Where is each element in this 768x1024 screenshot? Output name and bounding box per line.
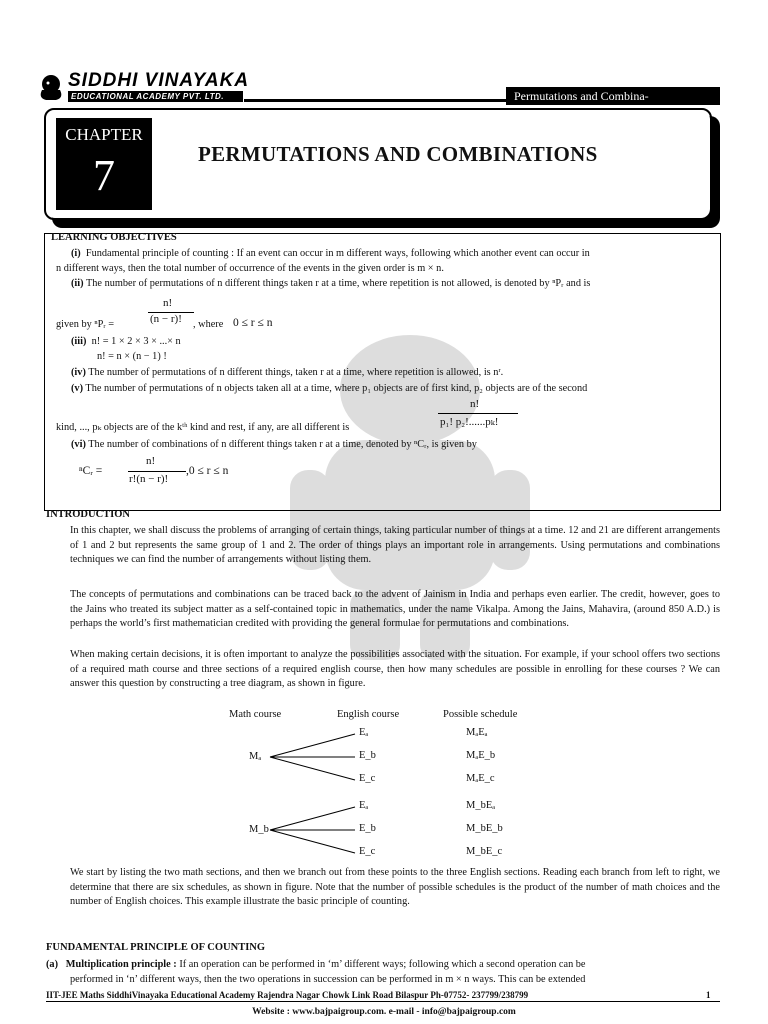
intro-paragraph-2: The concepts of permutations and combinations can be traced back to the advent of Jainism in India and perhaps even earlier. The credit, however, goes to the Jains who treated its subject matter as a self-contained topic in mathematics, under the name Vikalpa. Among the Jains, Mahavira, (around 850 A.D.) is perhaps the world’s first mathematician credited with providing the general formulae for permutations and combinations. [70,589,720,630]
running-header: Permutations and Combina- [506,87,720,105]
schedule-1: MₐEₐ [466,727,488,738]
brand-subtitle: EDUCATIONAL ACADEMY PVT. LTD. [68,91,243,102]
objective-vi-text: The number of combinations of n different things taken r at a time, denoted by ⁿCᵣ, is given by [88,439,477,450]
english-node-4: Eₐ [359,800,369,811]
objective-iii-text1: n! = 1 × 2 × 3 × ...× n [91,336,181,347]
intro-paragraph-4: We start by listing the two math sections, and then we branch out from these points to the three English sections. Reading each branch from left to right, we determine that there are six schedules, as shown in figure. Note that the number of possible schedules is the product of the number of math choices and the number of English choices. This example illustrate the basic principle of counting. [70,867,720,908]
english-node-2: E_b [359,750,376,761]
chapter-label: CHAPTER [65,125,143,144]
math-node-b: M_b [249,824,269,835]
ganesha-logo-icon [36,72,66,102]
fundamental-a-line1 [46,958,586,973]
footer-address: IIT-JEE Maths SiddhiVinayaka Educational Academy Rajendra Nagar Chowk Link Road Bilaspur Ph-07752- 237799/238799 [46,990,529,1000]
npr-numerator: n! [163,297,173,309]
objective-iv-line [71,366,503,381]
npr-range: 0 ≤ r ≤ n [233,317,273,329]
ncr-fraction-bar [128,471,186,472]
objective-ii-text: The number of permutations of n different things taken r at a time, where repetition is not allowed, is denoted by [85,278,550,289]
objective-iii-line1 [71,335,181,350]
intro-paragraph-1: In this chapter, we shall discuss the problems of arranging of certain things, taking particular number of things at a time. 12 and 21 are different arrangements of 1 and 2 but represents the same group of 1 and 2. The order of things plays an important role in arrangements. Using permutations and combinations techniques we can find the number of arrangements without listing them. [70,525,720,566]
ncr-numerator: n! [146,455,156,467]
objective-ii-label: (ii) [71,278,84,289]
intro-paragraph-3: When making certain decisions, it is often important to analyze the possibilities associated with the situation. For example, if your school offers two sections of a required math course and three sections of a required english course, then how many schedules are possible in enrolling for these courses ? We can answer this question by constructing a tree diagram, as shown in figure. [70,649,720,690]
tree-header-math: Math course [229,709,282,720]
schedule-5: M_bE_b [466,823,503,834]
chapter-title: PERMUTATIONS AND COMBINATIONS [198,142,598,166]
objective-iii-label: (iii) [71,336,87,347]
ncr-denominator: r!(n − r)! [129,473,169,485]
english-node-5: E_b [359,823,376,834]
objective-iii-line2: n! = n × (n − 1) ! [97,351,167,362]
perm-denominator: p₁! p₂!......pₖ! [440,416,499,428]
objective-i-line2: n different ways, then the total number of occurrence of the events in the given order is m × n. [56,263,444,274]
footer-contact: Website : www.bajpaigroup.com. e-mail - info@bajpaigroup.com [252,1007,516,1017]
tree-header-schedule: Possible schedule [443,709,518,720]
objective-i-label: (i) [71,248,81,259]
fundamental-a-line2: performed in ‘n’ different ways, then the two operations in succession can be performed in m × n ways. This can be extended [70,974,586,985]
branch-mb-ea [270,807,355,830]
brand-name: SIDDHI VINAYAKA [68,70,250,91]
objective-i-line1 [71,247,590,262]
objective-v-line2: kind, ..., pₖ objects are of the kᵗʰ kind and rest, if any, are all different is [56,422,350,433]
perm-fraction-bar [438,413,518,414]
english-node-6: E_c [359,846,376,857]
where-text: , where [193,319,224,330]
objective-v-label: (v) [71,383,84,394]
tree-branches [260,725,360,865]
ncr-range: ,0 ≤ r ≤ n [186,465,229,477]
schedule-2: MₐE_b [466,750,496,761]
objective-ii-text-end: and is [566,278,591,289]
given-by-text: given by [56,319,92,330]
tree-header-english: English course [337,709,400,720]
objective-v-text1: The number of permutations of n objects taken all at a time, where p₁ objects are of first kind, p₂ objects are of the second [85,383,588,394]
objective-ii-line1 [71,277,590,292]
perm-numerator: n! [470,398,480,410]
npr-symbol-2: ⁿPᵣ [94,319,106,330]
chapter-number: 7 [93,151,115,200]
objective-v-line1 [71,382,587,397]
math-node-a: Mₐ [249,751,262,762]
branch-mb-ec [270,830,355,853]
schedule-6: M_bE_c [466,846,503,857]
learning-objectives-heading: LEARNING OBJECTIVES [51,232,177,243]
objective-i-text: Fundamental principle of counting : If an event can occur in m different ways, following which another event can occur in [85,248,590,259]
ncr-lhs: ⁿCᵣ = [79,465,103,477]
fundamental-a-text1: If an operation can be performed in ‘m’ different ways; following which a second operation can be [179,959,586,970]
introduction-heading: INTRODUCTION [46,509,131,520]
objective-ii-line2: given by ⁿPᵣ = [56,319,115,330]
schedule-3: MₐE_c [466,773,495,784]
npr-symbol: ⁿPᵣ [552,278,564,289]
objective-vi-line [71,438,477,453]
objective-vi-label: (vi) [71,439,86,450]
english-node-1: Eₐ [359,727,369,738]
fundamental-a-label: (a) [46,959,59,970]
page-number: 1 [706,990,711,1000]
footer-rule [46,1001,720,1002]
chapter-number-box [56,118,152,210]
npr-denominator: (n − r)! [150,313,182,325]
branch-ma-ea [270,734,355,757]
objective-iv-label: (iv) [71,367,86,378]
fundamental-heading: FUNDAMENTAL PRINCIPLE OF COUNTING [46,942,266,953]
english-node-3: E_c [359,773,376,784]
schedule-4: M_bEₐ [466,800,496,811]
branch-ma-ec [270,757,355,780]
fundamental-a-title: Multiplication principle : [65,959,177,970]
objective-iv-text: The number of permutations of n different things, taken r at a time, where repetition is allowed, is nʳ. [88,367,504,378]
